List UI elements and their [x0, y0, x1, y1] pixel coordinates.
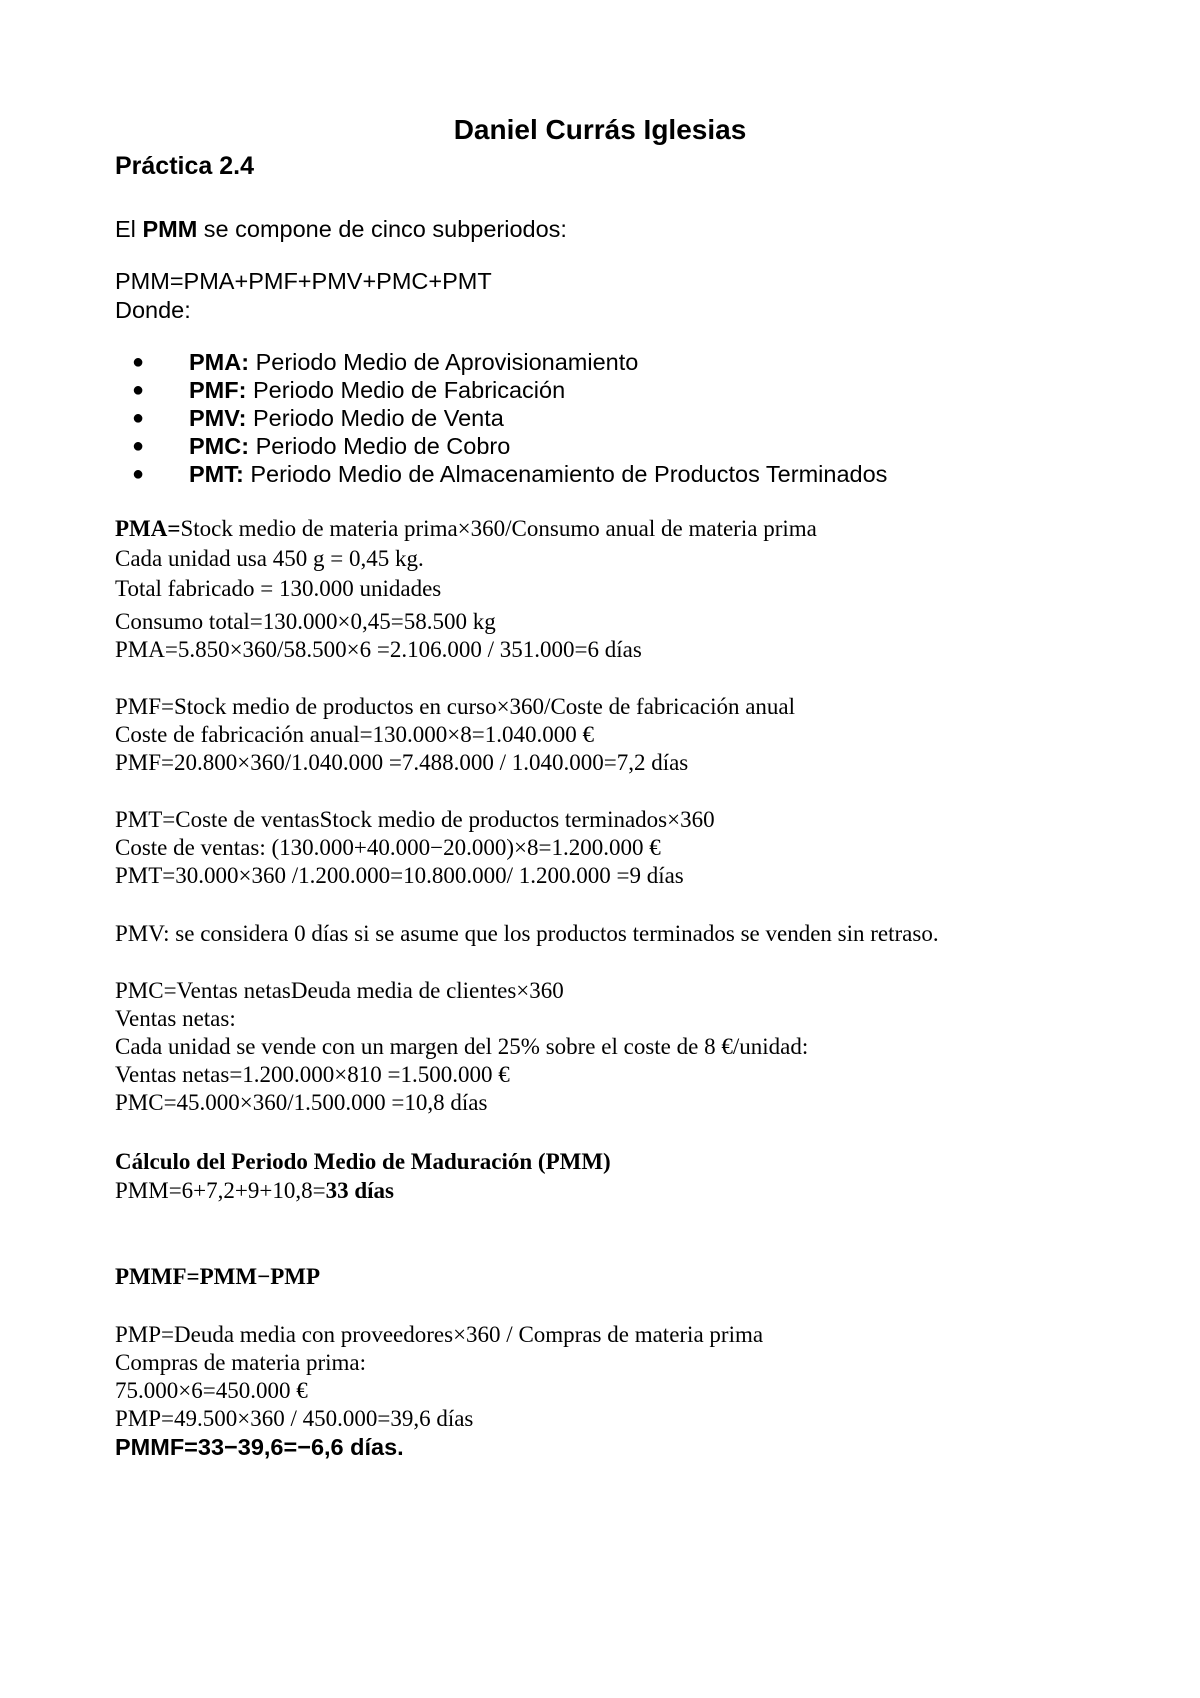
intro-pmm-bold: PMM: [142, 216, 198, 242]
pmt-result: PMT=30.000×360 /1.200.000=10.800.000/ 1.200.000 =9 días: [115, 863, 684, 888]
intro-pre: El: [115, 216, 143, 242]
pma-label-bold: PMA=: [115, 516, 181, 541]
pmf-definition: PMF=Stock medio de productos en curso×360/Coste de fabricación anual: [115, 694, 796, 719]
bullet-term: PMC:: [189, 433, 250, 459]
bullet-dot: ●: [132, 435, 145, 457]
pma-definition: [115, 516, 817, 542]
pmc-margin-note: Cada unidad se vende con un margen del 25% sobre el coste de 8 €/unidad:: [115, 1034, 809, 1059]
intro-post: se compone de cinco subperiodos:: [197, 216, 567, 242]
list-item: [189, 461, 887, 488]
bullet-dot: ●: [132, 351, 145, 373]
bullet-dot: ●: [132, 379, 145, 401]
pmf-annual-cost: Coste de fabricación anual=130.000×8=1.040.000 €: [115, 722, 595, 747]
intro-sentence: [115, 216, 567, 243]
bullet-term: PMT:: [189, 461, 244, 487]
pma-total-manufactured: Total fabricado = 130.000 unidades: [115, 576, 442, 601]
pmv-note: PMV: se considera 0 días si se asume que los productos terminados se venden sin retraso.: [115, 921, 939, 946]
purchases-label: Compras de materia prima:: [115, 1350, 367, 1375]
pmf-result: PMF=20.800×360/1.040.000 =7.488.000 / 1.040.000=7,2 días: [115, 750, 689, 775]
pmm-calc-result-bold: 33 días: [325, 1178, 394, 1203]
bullet-desc: Periodo Medio de Cobro: [249, 433, 511, 459]
bullet-dot: ●: [132, 463, 145, 485]
bullet-desc: Periodo Medio de Aprovisionamiento: [249, 349, 639, 375]
pmt-definition: PMT=Coste de ventasStock medio de productos terminados×360: [115, 807, 715, 832]
bullet-term: PMV:: [189, 405, 247, 431]
pma-unit-usage: Cada unidad usa 450 g = 0,45 kg.: [115, 546, 424, 571]
pmp-result: PMP=49.500×360 / 450.000=39,6 días: [115, 1406, 474, 1431]
list-item: [189, 405, 504, 432]
bullet-desc: Periodo Medio de Venta: [246, 405, 504, 431]
pmmf-heading: PMMF=PMM−PMP: [115, 1264, 321, 1289]
list-item: [189, 433, 510, 460]
list-item: [189, 377, 565, 404]
pmp-definition: PMP=Deuda media con proveedores×360 / Compras de materia prima: [115, 1322, 764, 1347]
pmm-formula: PMM=PMA+PMF+PMV+PMC+PMT: [115, 268, 492, 294]
pmc-net-sales: Ventas netas=1.200.000×810 =1.500.000 €: [115, 1062, 510, 1087]
bullet-desc: Periodo Medio de Almacenamiento de Productos Terminados: [243, 461, 888, 487]
pmt-sales-cost: Coste de ventas: (130.000+40.000−20.000)×8=1.200.000 €: [115, 835, 661, 860]
pmm-calc-pre: PMM=6+7,2+9+10,8=: [115, 1178, 326, 1203]
list-item: [189, 349, 638, 376]
practice-heading: Práctica 2.4: [115, 152, 254, 180]
bullet-term: PMA:: [189, 349, 250, 375]
author-title: Daniel Currás Iglesias: [453, 114, 747, 145]
pmc-result: PMC=45.000×360/1.500.000 =10,8 días: [115, 1090, 488, 1115]
pmmf-result: PMMF=33−39,6=−6,6 días.: [115, 1434, 404, 1460]
bullet-term: PMF:: [189, 377, 247, 403]
donde-label: Donde:: [115, 297, 191, 323]
pma-result: PMA=5.850×360/58.500×6 =2.106.000 / 351.000=6 días: [115, 637, 642, 662]
pmm-calc-formula: [115, 1178, 394, 1204]
bullet-dot: ●: [132, 407, 145, 429]
pmc-definition: PMC=Ventas netasDeuda media de clientes×360: [115, 978, 564, 1003]
pmc-net-sales-label: Ventas netas:: [115, 1006, 236, 1031]
pma-total-consumption: Consumo total=130.000×0,45=58.500 kg: [115, 609, 496, 634]
bullet-desc: Periodo Medio de Fabricación: [246, 377, 566, 403]
pmm-calc-heading: Cálculo del Periodo Medio de Maduración (PMM): [115, 1149, 611, 1174]
purchases-value: 75.000×6=450.000 €: [115, 1378, 308, 1403]
pma-definition-rest: Stock medio de materia prima×360/Consumo anual de materia prima: [180, 516, 817, 541]
